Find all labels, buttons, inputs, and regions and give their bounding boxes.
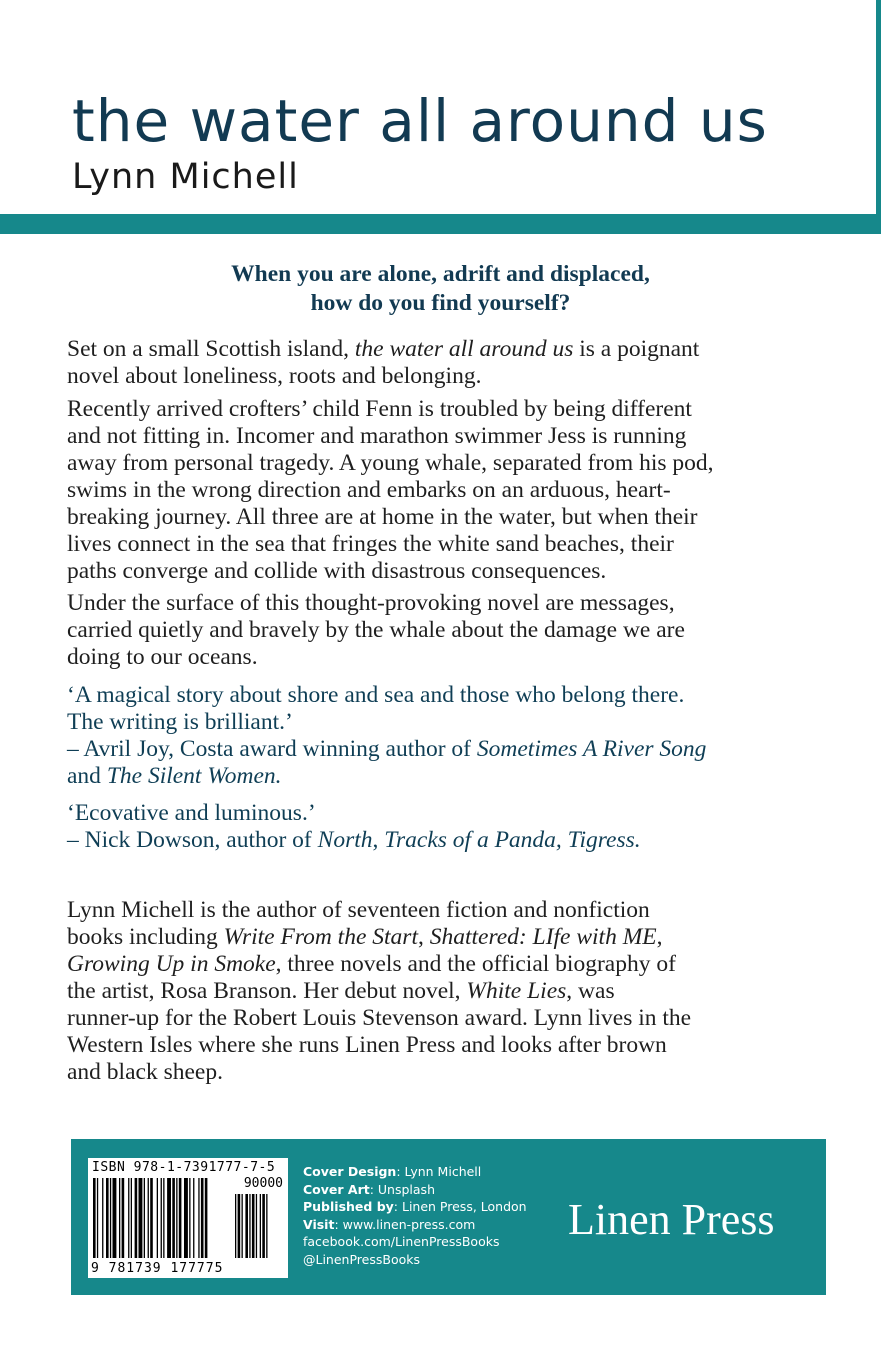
blurb-p2-line: paths converge and collide with disastrous consequences.	[67, 558, 607, 584]
blurb-p1-line-1	[67, 336, 827, 363]
quote-2-line-1: ‘Ecovative and luminous.’	[67, 800, 316, 826]
right-edge-accent-line	[876, 0, 881, 232]
barcode-bar	[113, 1178, 117, 1258]
barcode-bar	[201, 1178, 204, 1258]
isbn-barcode	[88, 1158, 288, 1278]
credit-label: Cover Art	[303, 1181, 370, 1197]
credit-label: Published by	[303, 1199, 394, 1214]
barcode-bar	[157, 1178, 158, 1258]
barcode-bar	[163, 1178, 164, 1258]
text-run: ,	[372, 827, 385, 853]
barcode-bar	[110, 1178, 111, 1258]
barcode-bar	[106, 1178, 109, 1258]
text-run: – Avril Joy, Costa award winning author of	[67, 736, 477, 762]
tagline-line-2: how do you find yourself?	[310, 290, 571, 316]
quote-1-line-2: The writing is brilliant.’	[67, 709, 293, 735]
book-title-inline: The Silent Women.	[106, 763, 282, 789]
credit-visit	[303, 1216, 527, 1234]
barcode-bar	[102, 1178, 103, 1258]
credit-value: : Linen Press, London	[393, 1199, 527, 1214]
barcode-bar	[128, 1178, 129, 1258]
isbn-number: ISBN 978-1-7391777-7-5	[92, 1160, 276, 1175]
text-run: the artist, Rosa Branson. Her debut novel,	[67, 978, 467, 1004]
publisher-footer-panel	[71, 1139, 826, 1295]
author-bio	[67, 897, 827, 1086]
author-name: Lynn Michell	[72, 157, 299, 197]
review-quote-2	[67, 800, 827, 854]
credit-label: Cover Design	[303, 1164, 397, 1179]
credit-value: : Unsplash	[369, 1181, 435, 1197]
text-run: Set on a small Scottish island,	[67, 336, 355, 362]
quote-1-attribution	[67, 736, 827, 763]
barcode-bar	[139, 1178, 143, 1258]
text-run: – Nick Dowson, author of	[67, 827, 318, 853]
text-run: , three novels and the official biography of	[275, 951, 676, 977]
bio-line-2	[67, 924, 827, 951]
barcode-addon-bar	[266, 1194, 267, 1258]
credit-cover-art	[303, 1181, 527, 1199]
barcode-bar	[97, 1178, 98, 1258]
barcode-digits: 9 781739 177775	[91, 1261, 224, 1276]
barcode-addon-bar	[256, 1194, 257, 1258]
cover-credits	[303, 1163, 527, 1268]
barcode-addon-bar	[242, 1194, 243, 1258]
barcode-addon-bar	[235, 1194, 236, 1258]
credit-social-handle: @LinenPressBooks	[303, 1251, 420, 1267]
barcode-bar	[135, 1178, 138, 1258]
credit-value: : Lynn Michell	[396, 1164, 482, 1179]
barcode-addon-bar	[260, 1194, 261, 1258]
blurb-p3-line: doing to our oceans.	[67, 644, 258, 670]
credit-value: : www.linen-press.com	[334, 1216, 476, 1232]
quote-2-attribution	[67, 827, 827, 854]
barcode-bar	[150, 1178, 153, 1258]
book-title-inline: Sometimes A River Song	[476, 736, 707, 762]
book-title-inline: North	[317, 827, 373, 853]
blurb-p2-line: lives connect in the sea that fringes the white sand beaches, their	[67, 531, 674, 557]
tagline-line-1: When you are alone, adrift and displaced,	[231, 261, 650, 287]
barcode-addon-bar	[245, 1194, 248, 1258]
blurb-paragraph-3	[67, 590, 827, 671]
blurb-p3-line: carried quietly and bravely by the whale about the damage we are	[67, 617, 685, 643]
barcode-addon-bar	[249, 1194, 250, 1258]
barcode-bar	[167, 1178, 171, 1258]
book-title-inline: the water all around us	[354, 336, 574, 362]
barcode-bar	[131, 1178, 132, 1258]
bio-line-3	[67, 951, 827, 978]
price-addon-code: 90000	[243, 1176, 283, 1191]
credit-label: Visit	[303, 1216, 335, 1232]
barcode-bar	[119, 1178, 120, 1258]
text-run: books including	[67, 924, 224, 950]
barcode-bar	[193, 1178, 194, 1258]
blurb-paragraph-2	[67, 396, 827, 585]
blurb-p2-line: breaking journey. All three are at home in the water, but when their	[67, 504, 698, 530]
barcode-bar	[122, 1178, 125, 1258]
text-run: ,	[417, 924, 430, 950]
blurb-p2-line: and not fitting in. Incomer and marathon swimmer Jess is running	[67, 423, 687, 449]
barcode-addon-bar	[238, 1194, 241, 1258]
barcode-bar	[205, 1178, 208, 1258]
barcode-addon-bar	[252, 1194, 255, 1258]
book-title: the water all around us	[72, 87, 768, 155]
barcode-bar	[172, 1178, 175, 1258]
barcode-bar	[189, 1178, 190, 1258]
book-title-inline: Growing Up in Smoke	[67, 951, 276, 977]
text-run: and	[67, 763, 107, 789]
blurb-p2-line: swims in the wrong direction and embarks on an arduous, heart-	[67, 477, 671, 503]
barcode-bar	[93, 1178, 96, 1258]
bio-line-4	[67, 978, 827, 1005]
book-title-inline: Write From the Start	[223, 924, 418, 950]
bio-line-6: Western Isles where she runs Linen Press and looks after brown	[67, 1032, 667, 1058]
bio-line-7: and black sheep.	[67, 1059, 223, 1085]
barcode-bar	[144, 1178, 145, 1258]
barcode-bar	[176, 1178, 177, 1258]
text-run: ,	[656, 924, 663, 950]
barcode-bar	[148, 1178, 149, 1258]
barcode-bar	[161, 1178, 162, 1258]
book-title-inline: Shattered: LIfe with ME	[429, 924, 657, 950]
blurb-p2-line: Recently arrived crofters’ child Fenn is troubled by being different	[67, 396, 692, 422]
barcode-bar	[179, 1178, 182, 1258]
barcode-bar	[198, 1178, 199, 1258]
text-run: is a poignant	[573, 336, 700, 362]
text-run: , was	[566, 978, 615, 1004]
credit-facebook: facebook.com/LinenPressBooks	[303, 1234, 500, 1249]
blurb-p2-line: away from personal tragedy. A young whale, separated from his pod,	[67, 450, 714, 476]
book-title-inline: Tracks of a Panda, Tigress.	[384, 827, 641, 853]
tagline	[0, 260, 881, 318]
barcode-addon-bar	[262, 1194, 265, 1258]
review-quote-1	[67, 682, 827, 790]
bio-line-1: Lynn Michell is the author of seventeen fiction and nonfiction	[67, 897, 650, 923]
blurb-paragraph-1	[67, 336, 827, 390]
book-title-inline: White Lies	[466, 978, 567, 1004]
publisher-logo-text: Linen Press	[568, 1195, 775, 1244]
quote-1-line-1: ‘A magical story about shore and sea and those who belong there.	[67, 682, 685, 708]
blurb-p1-line-2: novel about loneliness, roots and belonging.	[67, 363, 482, 389]
credit-published-by	[303, 1198, 527, 1216]
credit-cover-design	[303, 1163, 527, 1181]
blurb-p3-line: Under the surface of this thought-provoking novel are messages,	[67, 590, 675, 616]
bio-line-5: runner-up for the Robert Louis Stevenson award. Lynn lives in the	[67, 1005, 692, 1031]
barcode-bar	[184, 1178, 188, 1258]
quote-1-attribution-cont	[67, 763, 827, 790]
header-divider-bar	[0, 214, 881, 234]
